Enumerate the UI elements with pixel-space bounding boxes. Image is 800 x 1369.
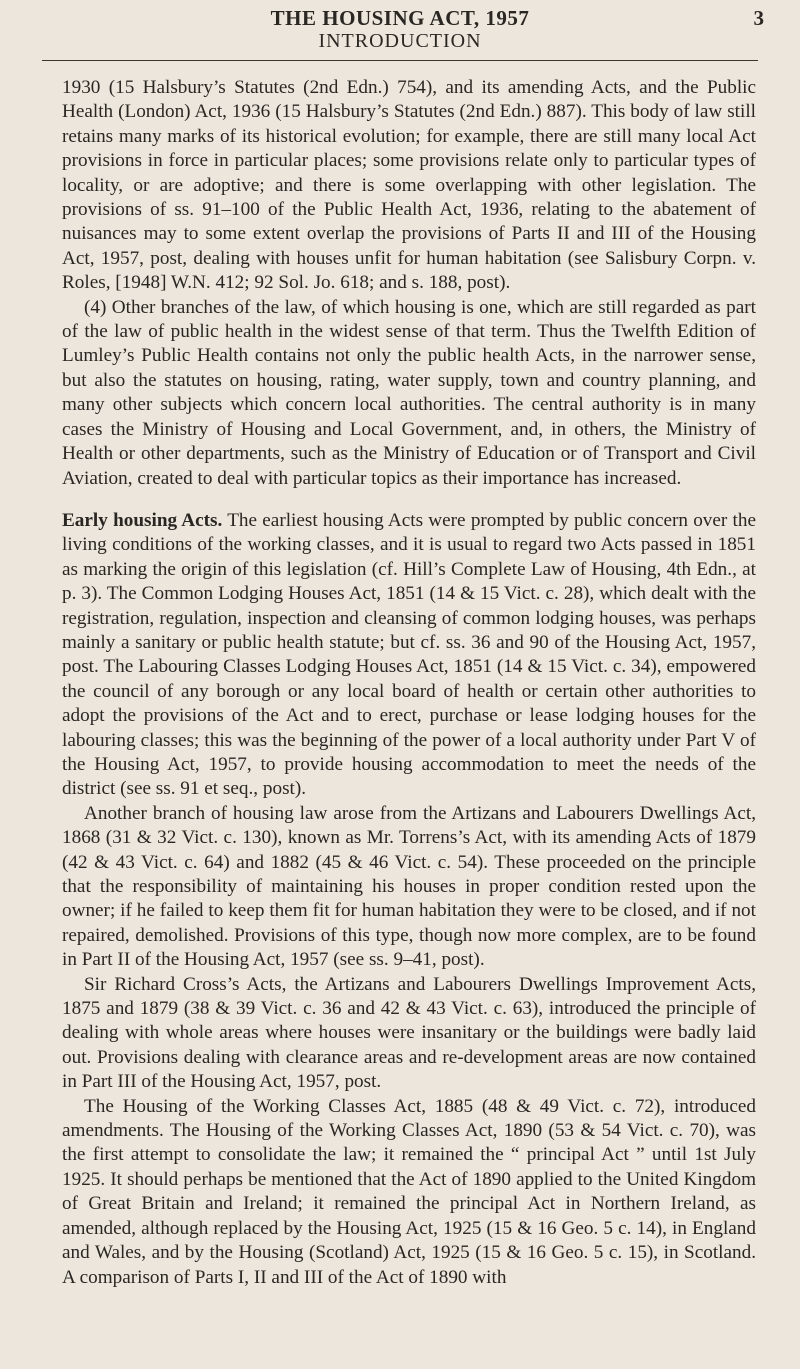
body-text — [62, 76, 756, 1290]
page-number: 3 — [753, 6, 764, 30]
paragraph: Sir Richard Cross’s Acts, the Artizans and Labourers Dwellings Improvement Acts, 1875 and 1879 (38 & 39 Vict. c. 36 and 42 & 43 Vict. c. 63), introduced the principle of dealing with whole areas where houses were insanitary or the buildings were badly laid out. Provisions dealing with clearance areas and re-development areas are now contained in Part III of the Housing Act, 1957, post. — [62, 973, 756, 1093]
paragraph-heading: Early housing Acts. — [62, 509, 223, 531]
section-title: INTRODUCTION — [318, 30, 482, 52]
paragraph: Another branch of housing law arose from the Artizans and Labourers Dwellings Act, 1868 (31 & 32 Vict. c. 130), known as Mr. Torrens’s Act, with its amending Acts of 1879 (42 & 43 Vict. c. 64) and 1882 (45 & 46 Vict. c. 54). These proceeded on the principle that the responsibility of maintaining his houses in proper condition rested upon the owner; if he failed to keep them fit for human habitation they were to be closed, and if not repaired, demolished. Provisions of this type, though now more complex, are to be found in Part II of the Housing Act, 1957 (see ss. 9–41, post). — [62, 802, 756, 971]
paragraph: (4) Other branches of the law, of which housing is one, which are still regarded as part of the law of public health in the widest sense of that term. Thus the Twelfth Edition of Lumley’s Public Health contains not only the public health Acts, in the narrower sense, but also the statutes on housing, rating, water supply, town and country planning, and many other subjects which concern local authorities. The central authority is in many cases the Ministry of Housing and Local Government, and, in others, the Ministry of Health or other departments, such as the Ministry of Education or of Transport and Civil Aviation, created to deal with particular topics as their importance has increased. — [62, 296, 756, 489]
paragraph: 1930 (15 Halsbury’s Statutes (2nd Edn.) 754), and its amending Acts, and the Public Health (London) Act, 1936 (15 Halsbury’s Statutes (2nd Edn.) 887). This body of law still retains many marks of its historical evolution; for example, there are still many local Act provisions in force in particular places; some provisions relate only to particular types of locality, or are adoptive; and there is some overlapping with other legislation. The provisions of ss. 91–100 of the Public Health Act, 1936, relating to the abatement of nuisances may to some extent overlap the provisions of Parts II and III of the Housing Act, 1957, post, dealing with houses unfit for human habitation (see Salisbury Corpn. v. Roles, [1948] W.N. 412; 92 Sol. Jo. 618; and s. 188, post). — [62, 77, 756, 294]
header-rule — [42, 60, 758, 61]
paragraph-body: The earliest housing Acts were prompted by public concern over the living conditions of the working classes, and it is usual to regard two Acts passed in 1851 as marking the origin of this legislation (cf. Hill’s Complete Law of Housing, 4th Edn., at p. 3). The Common Lodging Houses Act, 1851 (14 & 15 Vict. c. 28), which dealt with the registration, regulation, inspection and cleansing of common lodging houses, was perhaps mainly a sanitary or public health statute; but cf. ss. 36 and 90 of the Housing Act, 1957, post. The Labouring Classes Lodging Houses Act, 1851 (14 & 15 Vict. c. 34), empowered the council of any borough or any local board of health or certain other authorities to adopt the provisions of the Act and to erect, purchase or lease lodging houses for the labouring classes; this was the beginning of the power of a local authority under Part V of the Housing Act, 1957, to provide housing accommodation to meet the needs of the district (see ss. 91 et seq., post). — [62, 509, 756, 800]
paragraph: The Housing of the Working Classes Act, 1885 (48 & 49 Vict. c. 72), introduced amendments. The Housing of the Working Classes Act, 1890 (53 & 54 Vict. c. 70), was the first attempt to consolidate the law; it remained the “ principal Act ” until 1st July 1925. It should perhaps be mentioned that the Act of 1890 applied to the United Kingdom of Great Britain and Ireland; it remained the principal Act in Northern Ireland, as amended, although replaced by the Housing Act, 1925 (15 & 16 Geo. 5 c. 14), in England and Wales, and by the Housing (Scotland) Act, 1925 (15 & 16 Geo. 5 c. 15), in Scotland. A comparison of Parts I, II and III of the Act of 1890 with — [62, 1095, 756, 1288]
page-header — [0, 0, 800, 62]
paragraph-with-heading — [62, 509, 756, 802]
running-title: THE HOUSING ACT, 1957 — [270, 6, 530, 30]
